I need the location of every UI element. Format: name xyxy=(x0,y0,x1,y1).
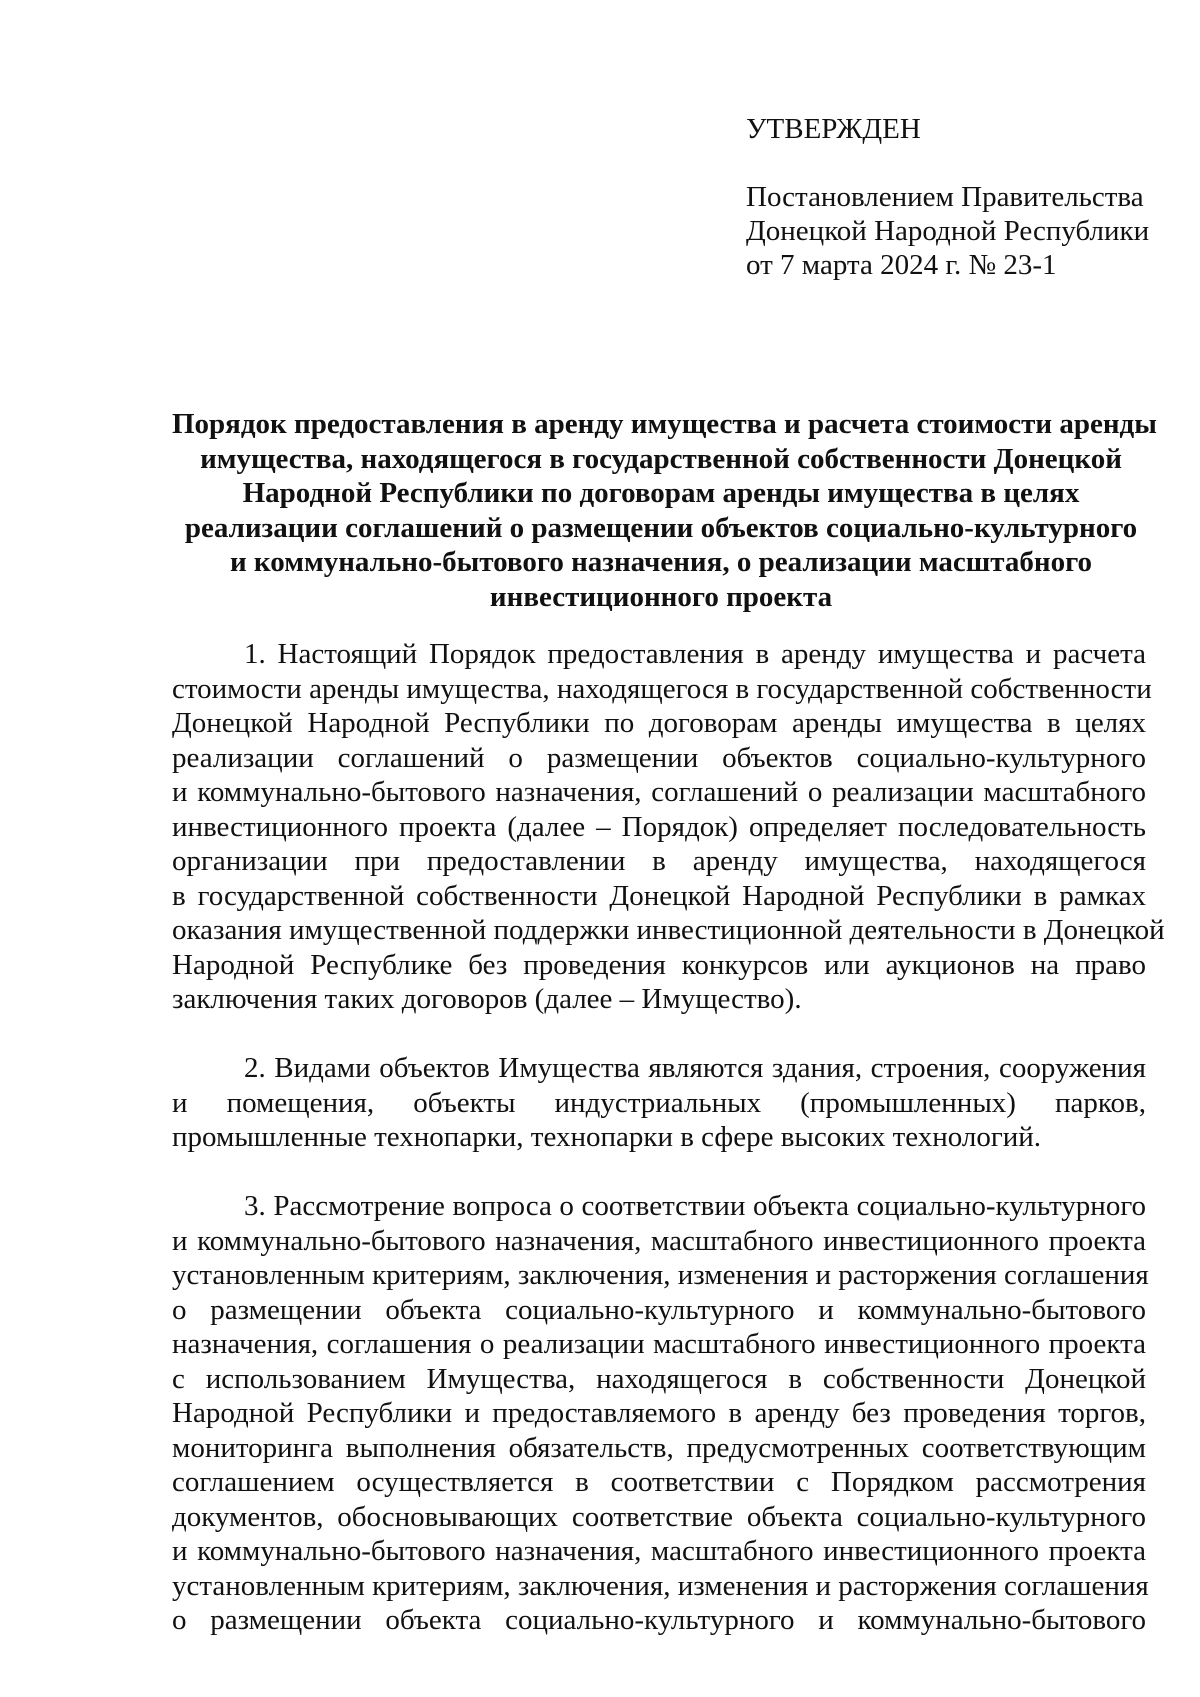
paragraph-line: назначения, соглашения о реализации масштабного инвестиционного проекта xyxy=(172,1328,1146,1360)
approval-block xyxy=(746,112,1166,282)
paragraph-line: с использованием Имущества, находящегося в собственности Донецкой xyxy=(172,1362,1146,1395)
approval-line: от 7 марта 2024 г. № 23-1 xyxy=(746,249,1057,281)
title-line: Народной Республики по договорам аренды имущества в целях xyxy=(242,477,1080,509)
title-line: и коммунально-бытового назначения, о реализации масштабного xyxy=(229,546,1093,578)
title-line: имущества, находящегося в государственной собственности Донецкой xyxy=(200,442,1122,475)
approval-heading: УТВЕРЖДЕН xyxy=(746,113,921,145)
title-line: Порядок предоставления в аренду имущества и расчета стоимости аренды xyxy=(172,408,1157,440)
paragraph-3 xyxy=(172,1189,1149,1638)
paragraph-line: Донецкой Народной Республики по договорам аренды имущества в целях xyxy=(172,707,1146,739)
paragraph-line: и коммунально-бытового назначения, масштабного инвестиционного проекта xyxy=(172,1224,1146,1257)
paragraph-line: 3. Рассмотрение вопроса о соответствии объекта социально-культурного xyxy=(244,1190,1146,1222)
paragraph-line: о размещении объекта социально-культурного и коммунально-бытового xyxy=(172,1293,1146,1326)
document-title xyxy=(172,407,1157,614)
paragraph-line: и коммунально-бытового назначения, соглашений о реализации масштабного xyxy=(172,776,1146,808)
paragraph-line: документов, обосновывающих соответствие объекта социально-культурного xyxy=(172,1500,1146,1533)
document-body xyxy=(172,637,1165,1672)
paragraph-line: соглашением осуществляется в соответствии с Порядком рассмотрения xyxy=(172,1466,1146,1498)
paragraph-line: оказания имущественной поддержки инвестиционной деятельности в Донецкой xyxy=(172,914,1165,946)
paragraph-line: Народной Республики и предоставляемого в аренду без проведения торгов, xyxy=(172,1397,1146,1429)
paragraph-line: установленным критериям, заключения, изменения и расторжения соглашения xyxy=(172,1259,1149,1291)
paragraph-line: и коммунально-бытового назначения, масштабного инвестиционного проекта xyxy=(172,1535,1146,1567)
title-line: реализации соглашений о размещении объектов социально-культурного xyxy=(184,511,1138,544)
title-line: инвестиционного проекта xyxy=(489,580,833,613)
paragraph-1 xyxy=(172,637,1165,1017)
paragraph-line: инвестиционного проекта (далее – Порядок) определяет последовательность xyxy=(172,810,1146,843)
paragraph-line: 1. Настоящий Порядок предоставления в аренду имущества и расчета xyxy=(244,638,1146,670)
paragraph-line: Народной Республике без проведения конкурсов или аукционов на право xyxy=(172,948,1146,981)
paragraph-line: в государственной собственности Донецкой Народной Республики в рамках xyxy=(172,879,1146,912)
paragraph-line: о размещении объекта социально-культурного и коммунально-бытового xyxy=(172,1604,1146,1636)
paragraph-line: реализации соглашений о размещении объектов социально-культурного xyxy=(172,741,1146,774)
approval-line: Постановлением Правительства xyxy=(746,181,1144,213)
paragraph-line: стоимости аренды имущества, находящегося в государственной собственности xyxy=(172,672,1152,705)
approval-line: Донецкой Народной Республики xyxy=(746,215,1150,247)
paragraph-line: промышленные технопарки, технопарки в сфере высоких технологий. xyxy=(172,1121,1042,1153)
paragraph-line: установленным критериям, заключения, изменения и расторжения соглашения xyxy=(172,1569,1149,1602)
paragraph-2 xyxy=(172,1051,1146,1155)
paragraph-line: мониторинга выполнения обязательств, предусмотренных соответствующим xyxy=(172,1431,1146,1464)
paragraph-line: 2. Видами объектов Имущества являются здания, строения, сооружения xyxy=(244,1052,1146,1084)
paragraph-line: организации при предоставлении в аренду имущества, находящегося xyxy=(172,845,1146,877)
paragraph-line: и помещения, объекты индустриальных (промышленных) парков, xyxy=(172,1086,1146,1119)
paragraph-line: заключения таких договоров (далее – Имущество). xyxy=(172,983,802,1015)
